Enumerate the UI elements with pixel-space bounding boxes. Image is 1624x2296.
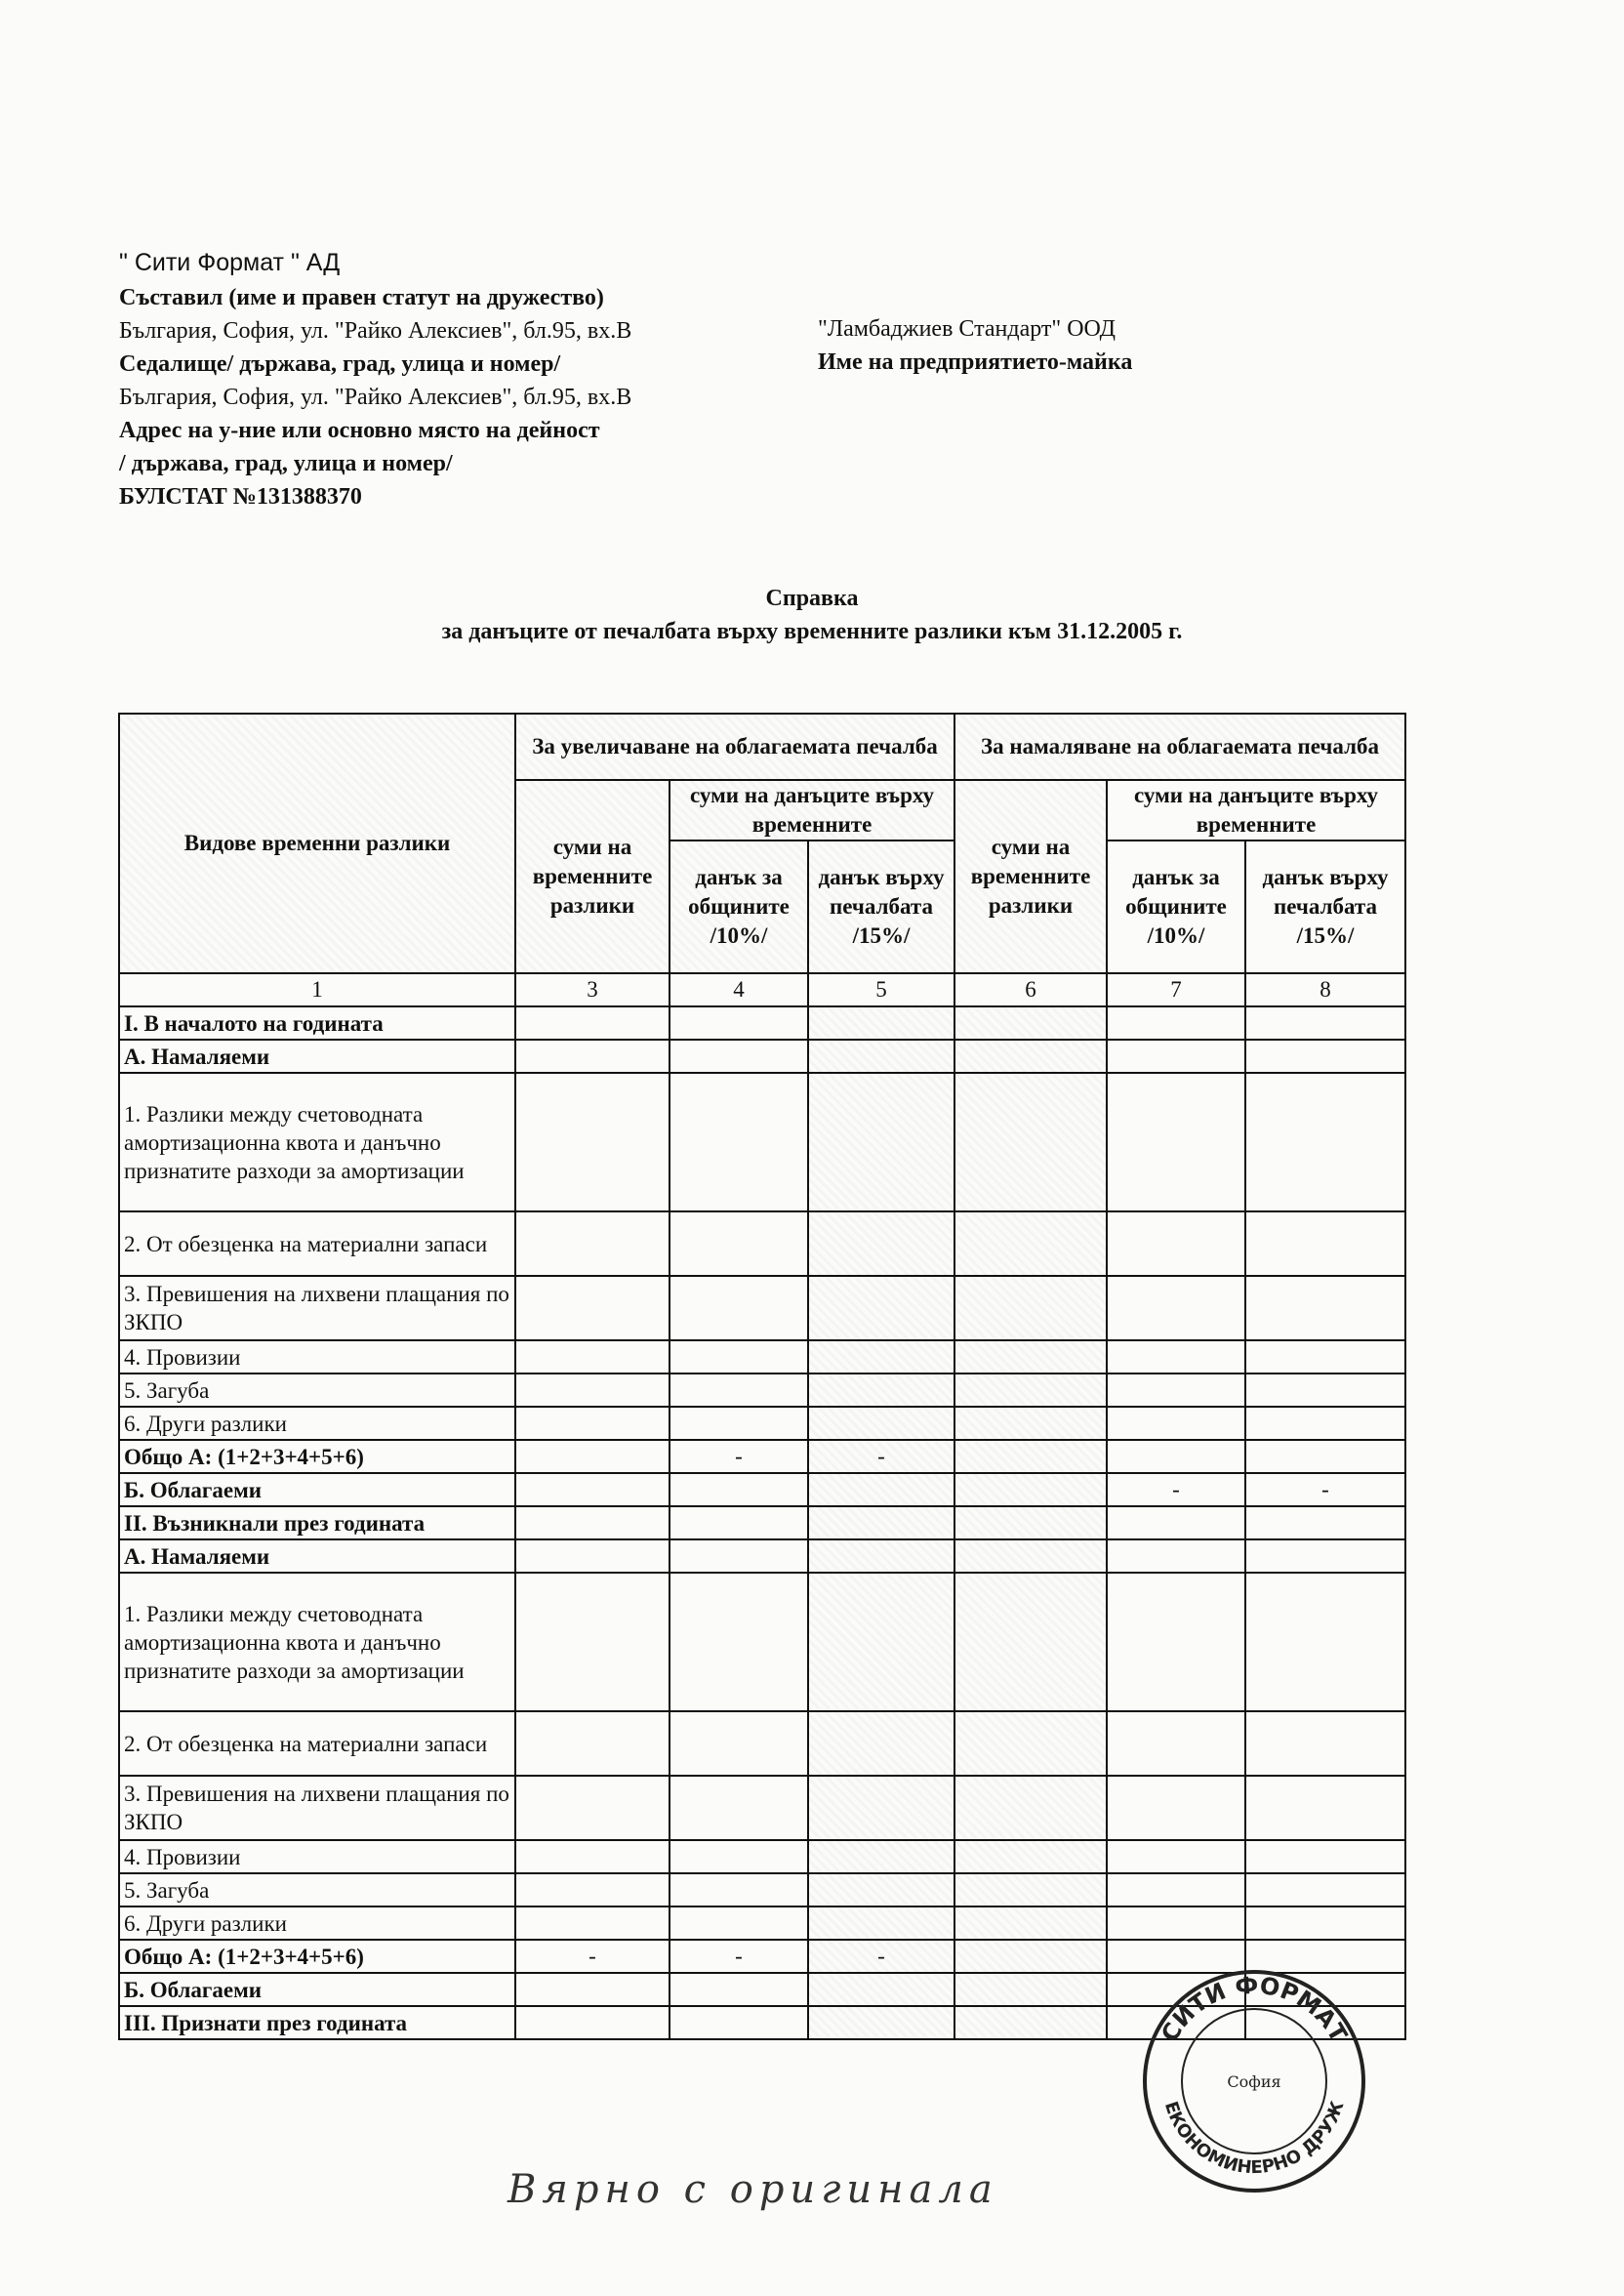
- table-cell: [1245, 1776, 1405, 1840]
- table-cell: [515, 1473, 670, 1506]
- table-cell: [1245, 1276, 1405, 1340]
- table-cell: [1245, 1211, 1405, 1276]
- table-cell: [954, 1073, 1107, 1211]
- table-cell: [1107, 1873, 1245, 1906]
- compiled-by-label: Съставил (име и правен статут на дружество): [119, 285, 604, 310]
- table-cell: [1107, 1539, 1245, 1573]
- table-cell: [670, 1276, 808, 1340]
- col-header-profit-tax-increase: данък върху печалбата /15%/: [808, 840, 954, 973]
- table-cell: [1245, 1006, 1405, 1040]
- table-cell: [1107, 1573, 1245, 1711]
- table-cell: [808, 1473, 954, 1506]
- row-label: 5. Загуба: [119, 1374, 515, 1407]
- table-cell: [670, 2006, 808, 2039]
- parent-company-name: "Ламбаджиев Стандарт" ООД: [818, 316, 1116, 342]
- table-cell: [1245, 1440, 1405, 1473]
- table-cell: [1107, 1211, 1245, 1276]
- table-cell: [515, 1073, 670, 1211]
- table-cell: [954, 1276, 1107, 1340]
- table-cell: [954, 1940, 1107, 1973]
- group-header-increase: За увеличаване на облагаемата печалба: [515, 714, 954, 780]
- table-cell: [808, 2006, 954, 2039]
- table-cell: [1107, 1073, 1245, 1211]
- table-cell: [808, 1407, 954, 1440]
- parent-company: [818, 312, 1132, 379]
- table-cell: [808, 1276, 954, 1340]
- row-label: 2. От обезценка на материални запаси: [119, 1711, 515, 1776]
- table-row: [119, 1711, 1405, 1776]
- row-label: 4. Провизии: [119, 1840, 515, 1873]
- table-cell: [808, 1506, 954, 1539]
- table-row: [119, 1440, 1405, 1473]
- table-cell: -: [1107, 1473, 1245, 1506]
- column-number: 5: [808, 973, 954, 1006]
- table-cell: [1245, 1040, 1405, 1073]
- table-row: [119, 1840, 1405, 1873]
- table-cell: [1107, 1276, 1245, 1340]
- table-row: [119, 1407, 1405, 1440]
- table-cell: [954, 1040, 1107, 1073]
- table-cell: [954, 1440, 1107, 1473]
- table-cell: [1245, 1073, 1405, 1211]
- table-cell: [954, 1506, 1107, 1539]
- table-row: [119, 1006, 1405, 1040]
- row-label: 5. Загуба: [119, 1873, 515, 1906]
- management-label-2: / държава, град, улица и номер/: [119, 451, 453, 476]
- table-row: [119, 1276, 1405, 1340]
- table-cell: [808, 1776, 954, 1840]
- table-row: [119, 1906, 1405, 1940]
- table-cell: -: [670, 1940, 808, 1973]
- row-label: 3. Превишения на лихвени плащания по ЗКПО: [119, 1276, 515, 1340]
- bulstat-number: БУЛСТАТ №131388370: [119, 484, 362, 510]
- stamp-bottom-text: ЕКОНОМИНЕРНО ДРУЖ: [1159, 2098, 1349, 2179]
- table-row: [119, 1873, 1405, 1906]
- table-cell: [808, 1711, 954, 1776]
- row-label: 1. Разлики между счетоводната амортизационна квота и данъчно признатите разходи за амортизации: [119, 1073, 515, 1211]
- table-cell: [954, 1906, 1107, 1940]
- col-header-sums-taxes-increase: суми на данъците върху временните: [670, 780, 954, 840]
- table-cell: [670, 1539, 808, 1573]
- table-cell: [670, 1374, 808, 1407]
- table-row: [119, 1211, 1405, 1276]
- table-cell: [808, 1840, 954, 1873]
- col-header-types: Видове временни разлики: [119, 714, 515, 973]
- company-header: [119, 246, 783, 513]
- table-row: [119, 1073, 1405, 1211]
- table-cell: [1107, 1006, 1245, 1040]
- table-cell: [1245, 1539, 1405, 1573]
- row-label: Общо А: (1+2+3+4+5+6): [119, 1940, 515, 1973]
- col-header-sums-diffs-increase: суми на временните разлики: [515, 780, 670, 973]
- table-cell: [808, 1340, 954, 1374]
- seat-label: Седалище/ държава, град, улица и номер/: [119, 351, 561, 377]
- parent-company-label: Име на предприятието-майка: [818, 349, 1133, 375]
- column-number: 8: [1245, 973, 1405, 1006]
- table-cell: [954, 1711, 1107, 1776]
- table-cell: [1245, 1407, 1405, 1440]
- table-cell: [1245, 1340, 1405, 1374]
- table-cell: [1107, 1374, 1245, 1407]
- row-label: I. В началото на годината: [119, 1006, 515, 1040]
- table-cell: [515, 1906, 670, 1940]
- column-number: 7: [1107, 973, 1245, 1006]
- table-cell: [670, 1506, 808, 1539]
- table-cell: [1245, 1840, 1405, 1873]
- row-label: 6. Други разлики: [119, 1407, 515, 1440]
- table-cell: [1107, 1407, 1245, 1440]
- table-cell: [670, 1906, 808, 1940]
- table-cell: [1245, 1506, 1405, 1539]
- table-cell: [954, 1211, 1107, 1276]
- table-cell: -: [808, 1440, 954, 1473]
- col-header-sums-taxes-decrease: суми на данъците върху временните: [1107, 780, 1405, 840]
- table-cell: [515, 1340, 670, 1374]
- col-header-sums-diffs-decrease: суми на временните разлики: [954, 780, 1107, 973]
- row-label: II. Възникнали през годината: [119, 1506, 515, 1539]
- table-cell: [670, 1073, 808, 1211]
- table-cell: [670, 1040, 808, 1073]
- stamp-center-text: София: [1227, 2072, 1281, 2091]
- table-cell: [670, 1340, 808, 1374]
- table-cell: [515, 1873, 670, 1906]
- table-cell: [515, 1407, 670, 1440]
- column-number: 3: [515, 973, 670, 1006]
- table-cell: [1245, 1711, 1405, 1776]
- table-cell: [954, 1539, 1107, 1573]
- column-number: 6: [954, 973, 1107, 1006]
- table-cell: [1107, 1440, 1245, 1473]
- table-cell: [670, 1407, 808, 1440]
- table-cell: [515, 1973, 670, 2006]
- table-cell: [1107, 1776, 1245, 1840]
- management-label: Адрес на у-ние или основно място на дейност: [119, 418, 600, 443]
- table-cell: [954, 1973, 1107, 2006]
- table-cell: [670, 1211, 808, 1276]
- table-cell: [670, 1840, 808, 1873]
- table-cell: [515, 1006, 670, 1040]
- table-cell: [515, 1573, 670, 1711]
- table-cell: [515, 1539, 670, 1573]
- column-number-row: [119, 973, 1405, 1006]
- row-label: А. Намаляеми: [119, 1040, 515, 1073]
- row-label: 1. Разлики между счетоводната амортизационна квота и данъчно признатите разходи за амортизации: [119, 1573, 515, 1711]
- column-number: 1: [119, 973, 515, 1006]
- table-cell: [515, 1040, 670, 1073]
- col-header-municipal-tax-decrease: данък за общините /10%/: [1107, 840, 1245, 973]
- table-cell: [1107, 1506, 1245, 1539]
- table-cell: [954, 2006, 1107, 2039]
- table-cell: [808, 1073, 954, 1211]
- table-cell: [1107, 1040, 1245, 1073]
- management-address: България, София, ул. "Райко Алексиев", бл.95, вх.В: [119, 385, 632, 410]
- col-header-municipal-tax-increase: данък за общините /10%/: [670, 840, 808, 973]
- table-cell: [808, 1573, 954, 1711]
- table-cell: [954, 1006, 1107, 1040]
- table-cell: [954, 1840, 1107, 1873]
- table-cell: [515, 1711, 670, 1776]
- table-cell: [515, 1374, 670, 1407]
- table-cell: [1245, 1906, 1405, 1940]
- table-row: [119, 1040, 1405, 1073]
- table-cell: -: [1245, 1473, 1405, 1506]
- table-cell: [670, 1473, 808, 1506]
- table-cell: [515, 1211, 670, 1276]
- table-cell: [1245, 1573, 1405, 1711]
- row-label: 2. От обезценка на материални запаси: [119, 1211, 515, 1276]
- table-cell: [1107, 1711, 1245, 1776]
- table-row: [119, 1573, 1405, 1711]
- table-cell: -: [808, 1940, 954, 1973]
- table-cell: [515, 1276, 670, 1340]
- handwritten-certification: Вярно с оригинала: [508, 2167, 998, 2212]
- table-cell: [808, 1211, 954, 1276]
- table-cell: [515, 1776, 670, 1840]
- seat-address: България, София, ул. "Райко Алексиев", бл.95, вх.В: [119, 318, 632, 344]
- company-name: " Сити Формат " АД: [119, 249, 341, 276]
- table-cell: [670, 1776, 808, 1840]
- group-header-decrease: За намаляване на облагаемата печалба: [954, 714, 1405, 780]
- table-cell: [1107, 1906, 1245, 1940]
- row-label: 6. Други разлики: [119, 1906, 515, 1940]
- row-label: Б. Облагаеми: [119, 1473, 515, 1506]
- table-cell: [808, 1539, 954, 1573]
- table-cell: -: [515, 1940, 670, 1973]
- table-body: [119, 1006, 1405, 2039]
- row-label: 3. Превишения на лихвени плащания по ЗКПО: [119, 1776, 515, 1840]
- row-label: 4. Провизии: [119, 1340, 515, 1374]
- table-cell: [954, 1873, 1107, 1906]
- table-row: [119, 1473, 1405, 1506]
- company-stamp: [1137, 1964, 1371, 2198]
- row-label: III. Признати през годината: [119, 2006, 515, 2039]
- table-cell: [1107, 1840, 1245, 1873]
- table-row: [119, 1506, 1405, 1539]
- report-title-line1: Справка: [765, 586, 859, 611]
- table-row: [119, 1539, 1405, 1573]
- row-label: Б. Облагаеми: [119, 1973, 515, 2006]
- table-row: [119, 1776, 1405, 1840]
- table-cell: [670, 1573, 808, 1711]
- table-cell: [954, 1374, 1107, 1407]
- table-cell: [1107, 1340, 1245, 1374]
- report-title: [0, 582, 1624, 648]
- table-cell: [515, 1506, 670, 1539]
- table-cell: [954, 1776, 1107, 1840]
- report-title-line2: за данъците от печалбата върху временните разлики към 31.12.2005 г.: [441, 619, 1183, 644]
- col-header-profit-tax-decrease: данък върху печалбата /15%/: [1245, 840, 1405, 973]
- table-cell: [1245, 1374, 1405, 1407]
- table-cell: [954, 1573, 1107, 1711]
- table-row: [119, 1374, 1405, 1407]
- table-cell: [515, 1840, 670, 1873]
- table-cell: [670, 1973, 808, 2006]
- table-cell: -: [670, 1440, 808, 1473]
- table-cell: [515, 1440, 670, 1473]
- table-cell: [808, 1873, 954, 1906]
- table-row: [119, 1340, 1405, 1374]
- column-number: 4: [670, 973, 808, 1006]
- row-label: Общо А: (1+2+3+4+5+6): [119, 1440, 515, 1473]
- table-cell: [808, 1374, 954, 1407]
- table-cell: [1245, 1873, 1405, 1906]
- tax-differences-table: [118, 713, 1406, 2040]
- table-cell: [954, 1473, 1107, 1506]
- table-cell: [670, 1711, 808, 1776]
- table-cell: [670, 1006, 808, 1040]
- table-cell: [515, 2006, 670, 2039]
- stamp-top-text: СИТИ ФОРМАТ: [1156, 1971, 1353, 2047]
- table-cell: [808, 1040, 954, 1073]
- table-cell: [954, 1407, 1107, 1440]
- table-cell: [954, 1340, 1107, 1374]
- table-cell: [670, 1873, 808, 1906]
- table-cell: [808, 1006, 954, 1040]
- table-cell: [808, 1973, 954, 2006]
- row-label: А. Намаляеми: [119, 1539, 515, 1573]
- table-cell: [808, 1906, 954, 1940]
